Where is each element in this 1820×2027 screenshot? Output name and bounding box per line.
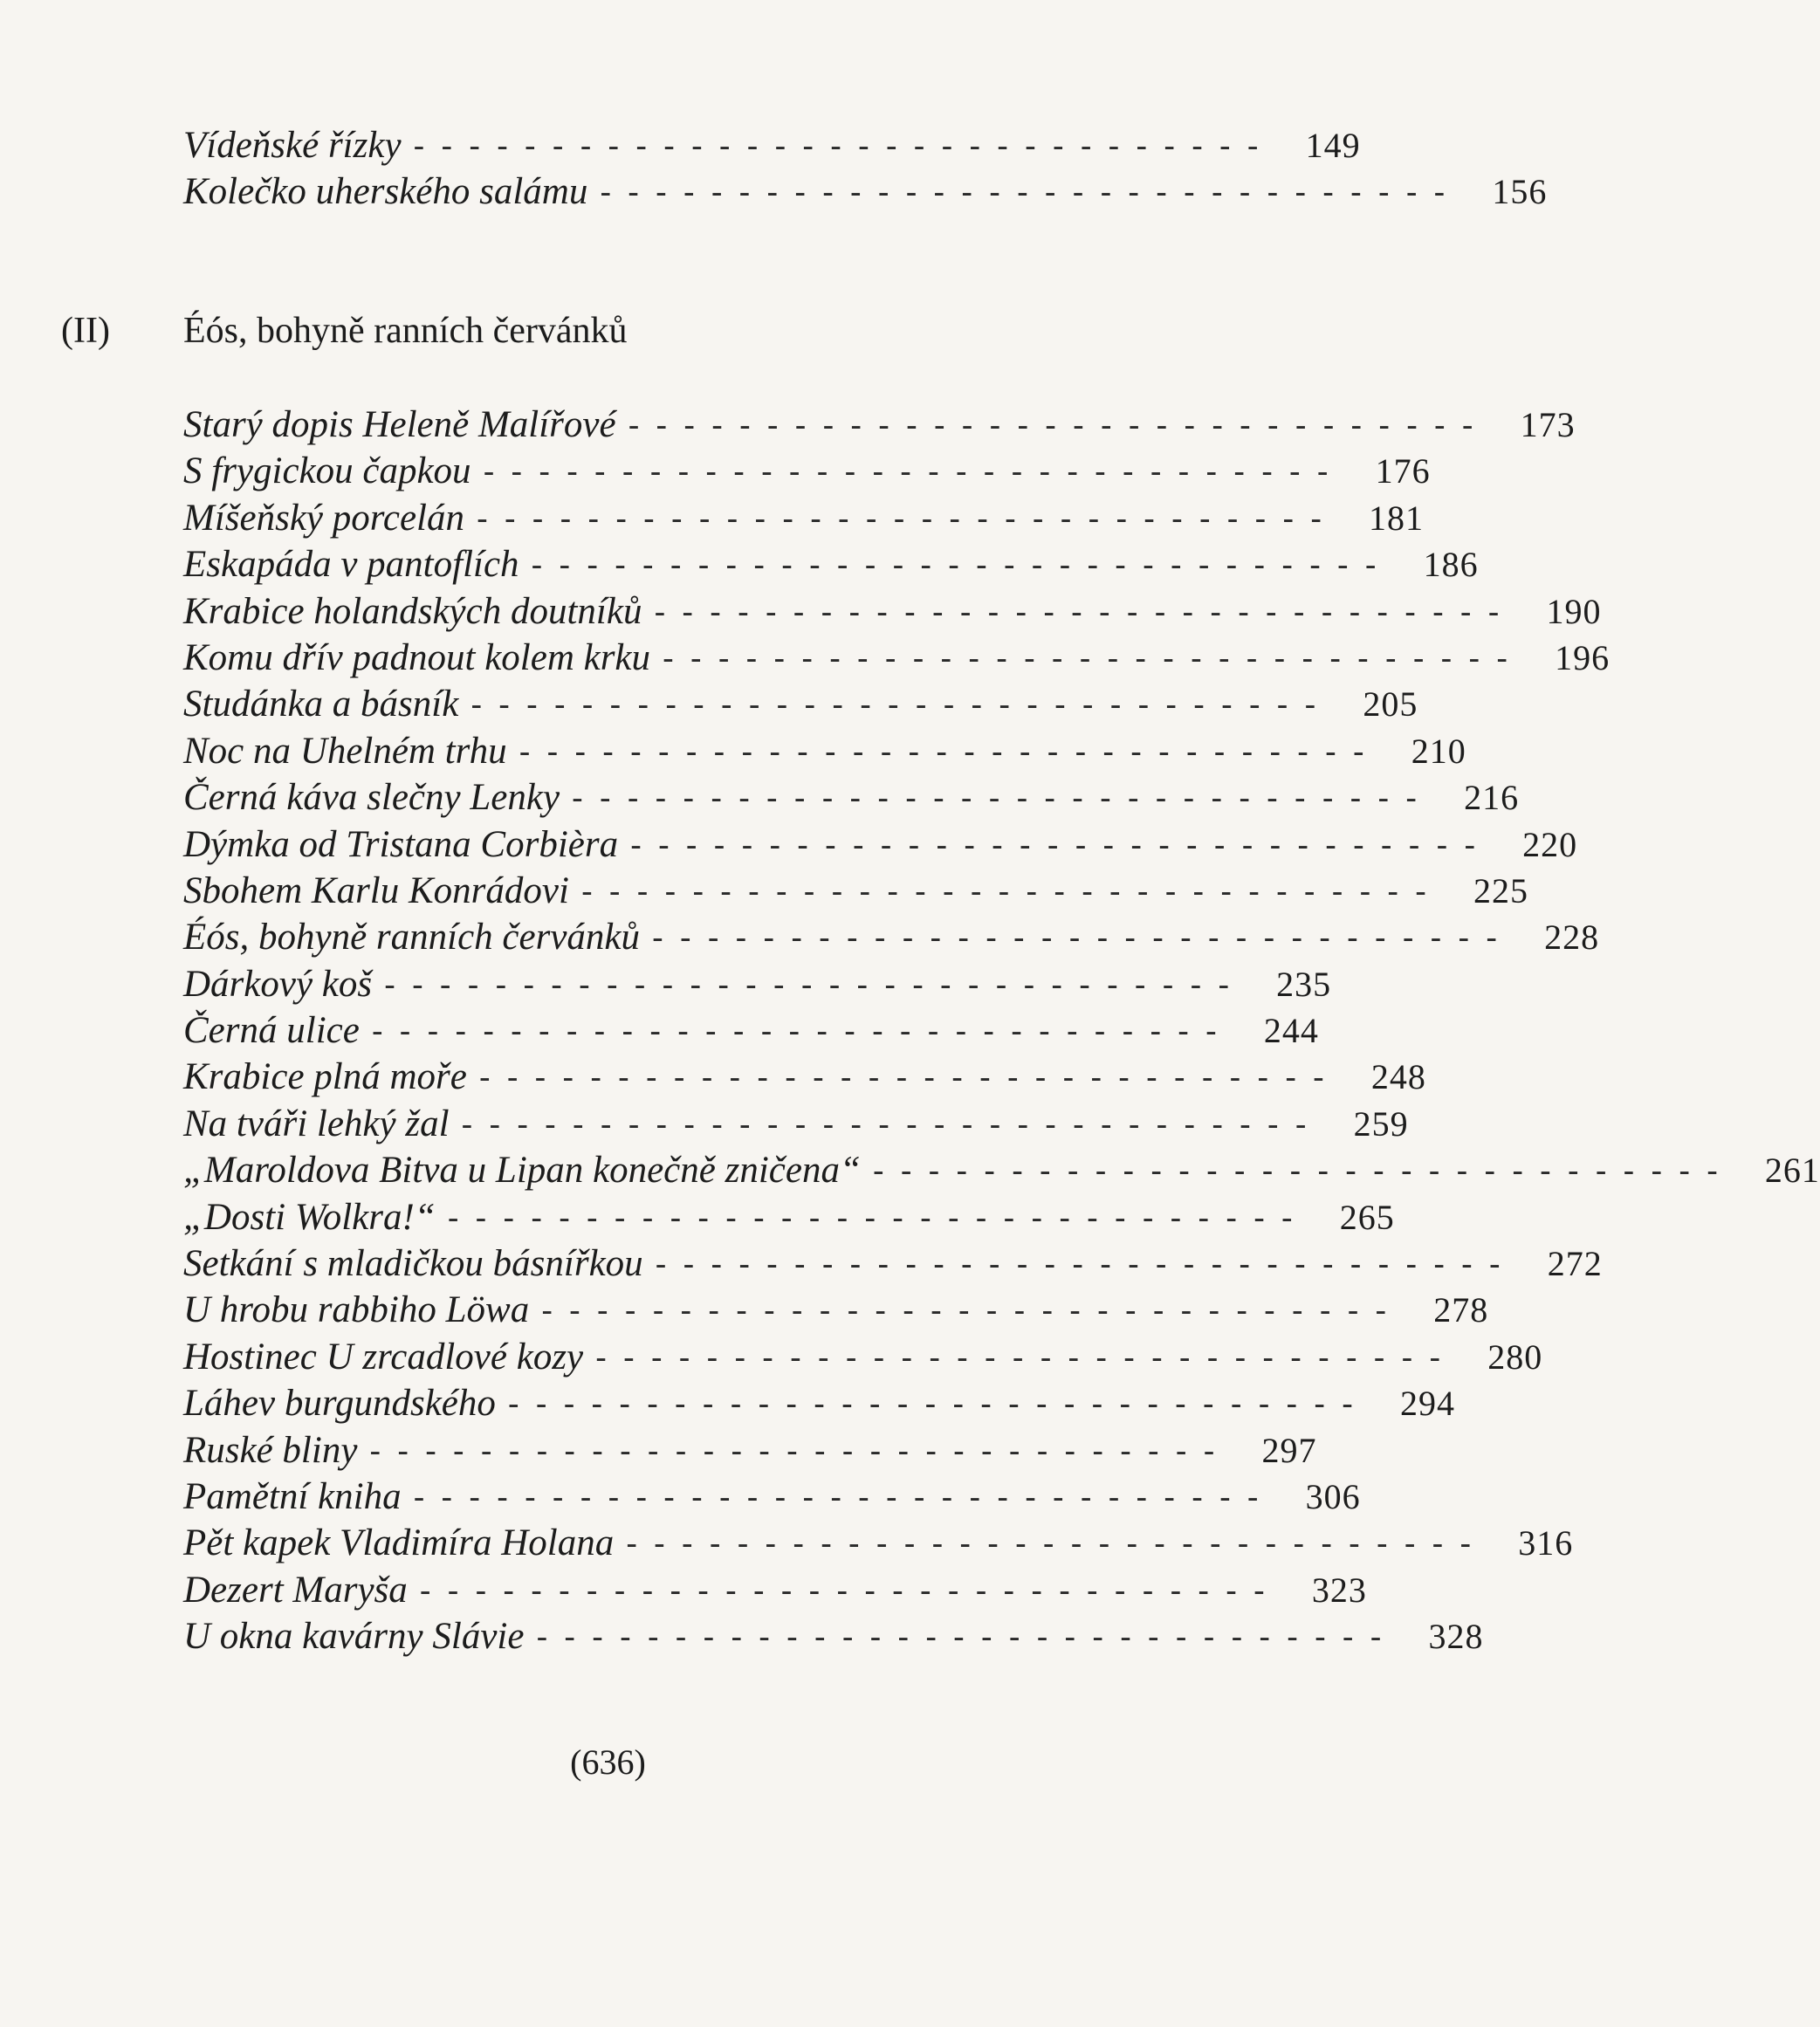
toc-entry-page: 272 <box>1547 1244 1603 1284</box>
toc-entry-title: „Dosti Wolkra!“ <box>183 1196 436 1238</box>
toc-entry <box>183 1147 1820 1193</box>
toc-entry-page: 248 <box>1370 1057 1426 1097</box>
dot-leader: ------------------------------- <box>531 546 1393 585</box>
dot-leader: ------------------------------- <box>369 1431 1232 1470</box>
dot-leader: ------------------------------- <box>447 1198 1309 1237</box>
toc-entry <box>183 914 1600 960</box>
toc-entry <box>183 588 1602 635</box>
toc-entry-title: „Maroldova Bitva u Lipan konečně zničena“ <box>183 1150 861 1192</box>
dot-leader: ------------------------------- <box>536 1618 1398 1657</box>
toc-entry-title: Vídeňské řízky <box>183 125 402 166</box>
toc-entry-title: Černá ulice <box>183 1010 360 1052</box>
toc-entry-page: 297 <box>1261 1430 1317 1470</box>
toc-entry-title: Krabice holandských doutníků <box>183 590 642 632</box>
toc-entry <box>183 1334 1543 1380</box>
toc-entry <box>183 1380 1455 1426</box>
dot-leader: ------------------------------- <box>384 965 1247 1004</box>
page-number: (636) <box>570 1742 646 1782</box>
toc-entry-page: 323 <box>1311 1570 1367 1610</box>
toc-entry <box>183 1194 1395 1240</box>
dot-leader: ------------------------------- <box>519 732 1381 771</box>
dot-leader: ------------------------------- <box>628 406 1490 444</box>
toc-entry <box>183 448 1431 494</box>
toc-entry <box>183 1520 1574 1566</box>
toc-entry-page: 316 <box>1518 1523 1574 1563</box>
toc-entry <box>183 1240 1603 1287</box>
toc-entry-title: Míšeňský porcelán <box>183 497 464 539</box>
toc-entry <box>183 1101 1409 1147</box>
toc-list <box>183 402 1820 1660</box>
toc-entry <box>183 821 1578 868</box>
toc-entry-title: Noc na Uhelném trhu <box>183 730 507 772</box>
toc-entry-page: 259 <box>1353 1103 1409 1144</box>
toc-entry-page: 186 <box>1423 545 1479 585</box>
dot-leader: ------------------------------- <box>541 1291 1404 1330</box>
dot-leader: ------------------------------- <box>580 871 1443 910</box>
toc-entry-title: Studánka a básník <box>183 684 459 725</box>
toc-entry-page: 261 <box>1764 1151 1820 1191</box>
toc-entry-page: 205 <box>1363 684 1418 725</box>
toc-entry-page: 244 <box>1263 1011 1319 1051</box>
dot-leader: ------------------------------- <box>600 173 1462 212</box>
dot-leader: ------------------------------- <box>477 498 1339 538</box>
toc-entry <box>183 681 1418 727</box>
toc-entry-title: U okna kavárny Slávie <box>183 1616 525 1658</box>
toc-entry-title: Setkání s mladičkou básnířkou <box>183 1243 643 1285</box>
toc-entry <box>183 1427 1317 1474</box>
toc-entry-title: Dýmka od Tristana Corbièra <box>183 823 619 865</box>
dot-leader: ------------------------------- <box>654 592 1516 631</box>
toc-entry-title: Kolečko uherského salámu <box>183 171 588 213</box>
toc-entry <box>183 1287 1489 1333</box>
toc-entry <box>183 1007 1319 1054</box>
toc-entry <box>183 1567 1367 1613</box>
toc-entry-page: 328 <box>1428 1617 1484 1657</box>
toc-entry <box>183 402 1576 448</box>
toc-entry <box>183 774 1520 821</box>
dot-leader: ------------------------------- <box>371 1012 1233 1051</box>
toc-entry <box>183 1054 1426 1100</box>
toc-entry-page: 216 <box>1464 778 1520 818</box>
toc-entry <box>183 728 1466 774</box>
dot-leader: ------------------------------- <box>413 127 1275 165</box>
dot-leader: ------------------------------- <box>872 1151 1734 1191</box>
toc-entry-title: Pamětní kniha <box>183 1475 402 1517</box>
toc-entry-title: Pět kapek Vladimíra Holana <box>183 1522 615 1564</box>
dot-leader: ------------------------------- <box>652 918 1514 958</box>
toc-entry-page: 306 <box>1305 1476 1361 1516</box>
toc-entry <box>183 168 1548 215</box>
toc-entry-page: 280 <box>1487 1336 1543 1377</box>
toc-entry-title: Éós, bohyně ranních červánků <box>183 917 641 959</box>
toc-entry-page: 220 <box>1522 824 1578 864</box>
toc-entry-title: Komu dřív padnout kolem krku <box>183 636 651 678</box>
toc-entry-page: 235 <box>1276 964 1332 1004</box>
toc-entry-title: Dezert Maryša <box>183 1569 408 1611</box>
toc-entry <box>183 495 1425 541</box>
dot-leader: ------------------------------- <box>483 452 1345 491</box>
toc-entry-page: 210 <box>1411 731 1466 771</box>
dot-leader: ------------------------------- <box>626 1524 1488 1563</box>
toc-entry-page: 228 <box>1544 917 1600 958</box>
toc-entry-title: Na tváři lehký žal <box>183 1103 450 1144</box>
toc-entry-page: 278 <box>1433 1290 1489 1330</box>
dot-leader: ------------------------------- <box>507 1385 1370 1424</box>
toc-entry-title: Dárkový koš <box>183 963 373 1005</box>
toc-entry-page: 196 <box>1555 637 1611 677</box>
dot-leader: ------------------------------- <box>413 1477 1275 1516</box>
section-number: (II) <box>61 311 110 351</box>
toc-entry <box>183 122 1361 168</box>
toc-entry-title: Krabice plná moře <box>183 1056 467 1098</box>
toc-entry-title: Láhev burgundského <box>183 1383 496 1425</box>
dot-leader: ------------------------------- <box>419 1570 1281 1610</box>
toc-entry-page: 156 <box>1492 172 1548 212</box>
toc-entry <box>183 868 1528 914</box>
toc-entry-page: 176 <box>1375 451 1431 491</box>
toc-entry-page: 190 <box>1546 591 1602 631</box>
dot-leader: ------------------------------- <box>655 1245 1517 1284</box>
toc-entry-title: Starý dopis Heleně Malířové <box>183 404 616 445</box>
toc-entry-title: U hrobu rabbiho Löwa <box>183 1289 530 1331</box>
toc-entry <box>183 541 1479 587</box>
dot-leader: ------------------------------- <box>470 685 1333 725</box>
toc-entry-page: 225 <box>1473 870 1528 910</box>
toc-entry-page: 265 <box>1339 1197 1395 1237</box>
toc-entry-page: 149 <box>1305 126 1361 165</box>
toc-entry-title: Sbohem Karlu Konrádovi <box>183 869 569 911</box>
toc-entry <box>183 635 1611 681</box>
toc-entry-title: S frygickou čapkou <box>183 450 471 492</box>
toc-entry-page: 181 <box>1369 498 1425 538</box>
toc-entry-page: 173 <box>1520 405 1576 444</box>
dot-leader: ------------------------------- <box>630 825 1493 864</box>
toc-entry-title: Hostinec U zrcadlové kozy <box>183 1336 584 1378</box>
toc-entry <box>183 1613 1484 1659</box>
dot-leader: ------------------------------- <box>595 1337 1458 1377</box>
toc-entry <box>183 961 1332 1007</box>
dot-leader: ------------------------------- <box>663 638 1525 677</box>
dot-leader: ------------------------------- <box>572 779 1434 818</box>
toc-entry-title: Eskapáda v pantoflích <box>183 544 519 586</box>
toc-list-continued <box>183 122 1548 216</box>
dot-leader: ------------------------------- <box>478 1058 1341 1097</box>
toc-entry <box>183 1474 1361 1520</box>
section-heading <box>61 310 628 352</box>
toc-entry-title: Černá káva slečny Lenky <box>183 777 560 819</box>
section-title: Éós, bohyně ranních červánků <box>183 311 628 351</box>
dot-leader: ------------------------------- <box>461 1104 1323 1144</box>
toc-entry-title: Ruské bliny <box>183 1429 358 1471</box>
toc-entry-page: 294 <box>1399 1384 1455 1424</box>
